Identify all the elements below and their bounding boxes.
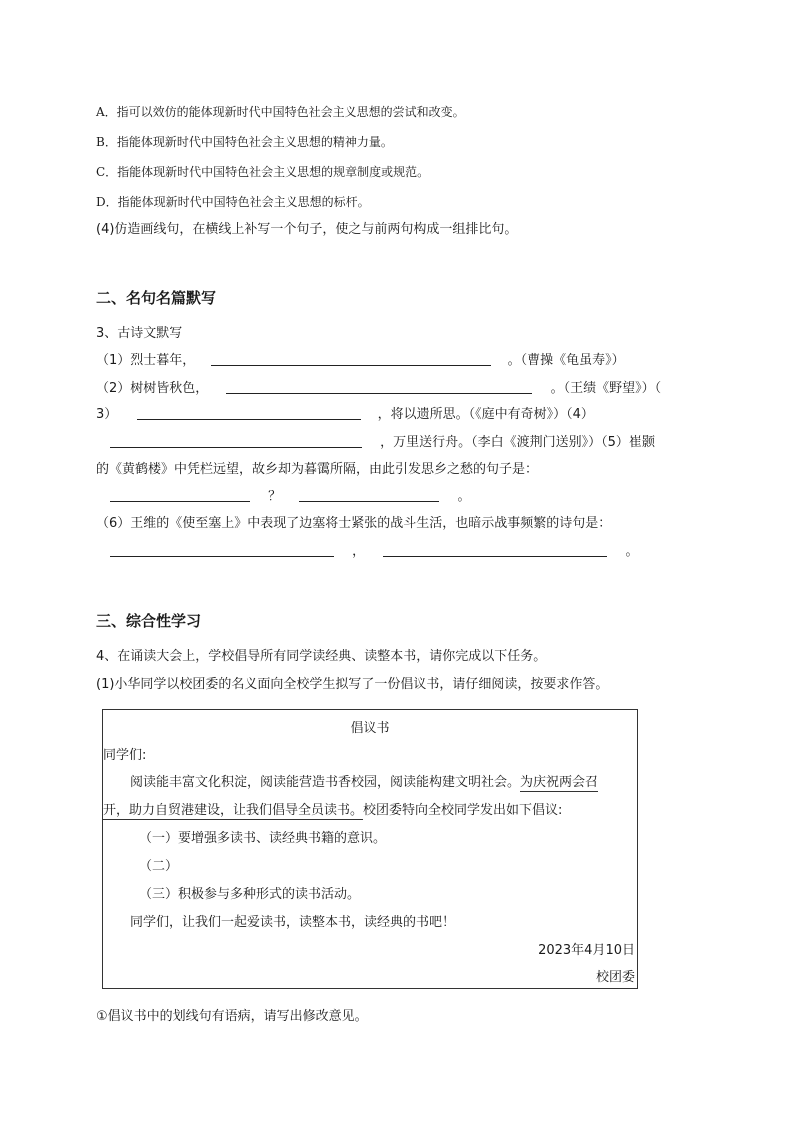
underlined-sentence-part-2: 开，助力自贸港建设，让我们倡导全员读书。 xyxy=(103,803,364,818)
question-mark: ？ xyxy=(268,489,282,504)
poetry-line-2 xyxy=(96,377,661,396)
letter-item-3: （三）积极参与多种形式的读书活动。 xyxy=(139,887,361,902)
poetry-line-4 xyxy=(110,431,655,450)
option-a: A．指可以效仿的能体现新时代中国特色社会主义思想的尝试和改变。 xyxy=(96,105,465,119)
question-4-title: 4、在诵读大会上，学校倡导所有同学读经典、读整本书，请你完成以下任务。 xyxy=(96,649,547,664)
letter-title: 倡议书 xyxy=(350,721,390,736)
line-8-comma: ， xyxy=(352,544,366,559)
blank-4[interactable] xyxy=(110,434,362,448)
line-2-prompt: （2）树树皆秋色， xyxy=(96,381,209,396)
section-3-heading: 三、综合性学习 xyxy=(96,612,202,630)
blank-6b[interactable] xyxy=(383,543,607,557)
line-1-source: 。（曹操《龟虽寿》） xyxy=(507,353,625,368)
proposal-letter-box xyxy=(102,709,638,989)
underlined-sentence-part-1: 为庆祝两会召 xyxy=(520,775,599,790)
blank-2[interactable] xyxy=(226,380,532,394)
poetry-line-7: （6）王维的《使至塞上》中表现了边塞将士紧张的战斗生活，也暗示战事频繁的诗句是： xyxy=(96,516,612,531)
poetry-line-6 xyxy=(110,485,470,504)
line-3-prompt: 3） xyxy=(96,407,118,422)
line-6-period: 。 xyxy=(457,489,471,504)
line-2-source: 。（王绩《野望》）（ xyxy=(550,381,662,396)
letter-date: 2023年4月10日 xyxy=(538,943,635,958)
question-3-title: 3、古诗文默写 xyxy=(96,326,183,341)
blank-5b[interactable] xyxy=(299,488,439,502)
letter-closing: 同学们，让我们一起爱读书，读整本书，读经典的书吧！ xyxy=(130,915,456,930)
option-c: C．指能体现新时代中国特色社会主义思想的规章制度或规范。 xyxy=(96,165,430,179)
letter-p1-text: 阅读能丰富文化积淀，阅读能营造书香校园，阅读能构建文明社会。 xyxy=(130,775,521,790)
line-8-period: 。 xyxy=(625,544,639,559)
letter-salutation: 同学们: xyxy=(103,748,147,763)
question-4-instruction: (4)仿造画线句，在横线上补写一个句子，使之与前两句构成一组排比句。 xyxy=(96,222,518,237)
poetry-line-8 xyxy=(110,540,638,559)
option-d: D．指能体现新时代中国特色社会主义思想的标杆。 xyxy=(96,195,370,209)
letter-item-2: （二） xyxy=(139,859,179,874)
option-b: B．指能体现新时代中国特色社会主义思想的精神力量。 xyxy=(96,135,393,149)
blank-5a[interactable] xyxy=(110,488,250,502)
sub-question-1: (1)小华同学以校团委的名义面向全校学生拟写了一份倡议书，请仔细阅读，按要求作答。 xyxy=(96,677,609,692)
letter-paragraph-line-1 xyxy=(130,771,598,790)
line-4-source: ，万里送行舟。（李白《渡荆门送别》）（5）崔颢 xyxy=(380,435,655,450)
section-2-heading: 二、名句名篇默写 xyxy=(96,289,217,307)
blank-1[interactable] xyxy=(211,352,491,366)
letter-signer: 校团委 xyxy=(595,970,635,985)
poetry-line-3 xyxy=(96,403,594,422)
line-1-prompt: （1）烈士暮年， xyxy=(96,353,196,368)
letter-paragraph-line-2 xyxy=(103,799,562,818)
line-3-source: ，将以遗所思。（《庭中有奇树》）（4） xyxy=(377,407,594,422)
letter-item-1: （一）要增强多读书、读经典书籍的意识。 xyxy=(139,831,387,846)
task-1-instruction: ①倡议书中的划线句有语病，请写出修改意见。 xyxy=(96,1009,368,1024)
letter-p1-end: 校团委特向全校同学发出如下倡议: xyxy=(363,803,563,818)
blank-3[interactable] xyxy=(137,406,361,420)
poetry-line-1 xyxy=(96,349,625,368)
blank-6a[interactable] xyxy=(110,543,334,557)
poetry-line-5: 的《黄鹤楼》中凭栏远望，故乡却为暮霭所隔，由此引发思乡之愁的句子是： xyxy=(96,462,539,477)
